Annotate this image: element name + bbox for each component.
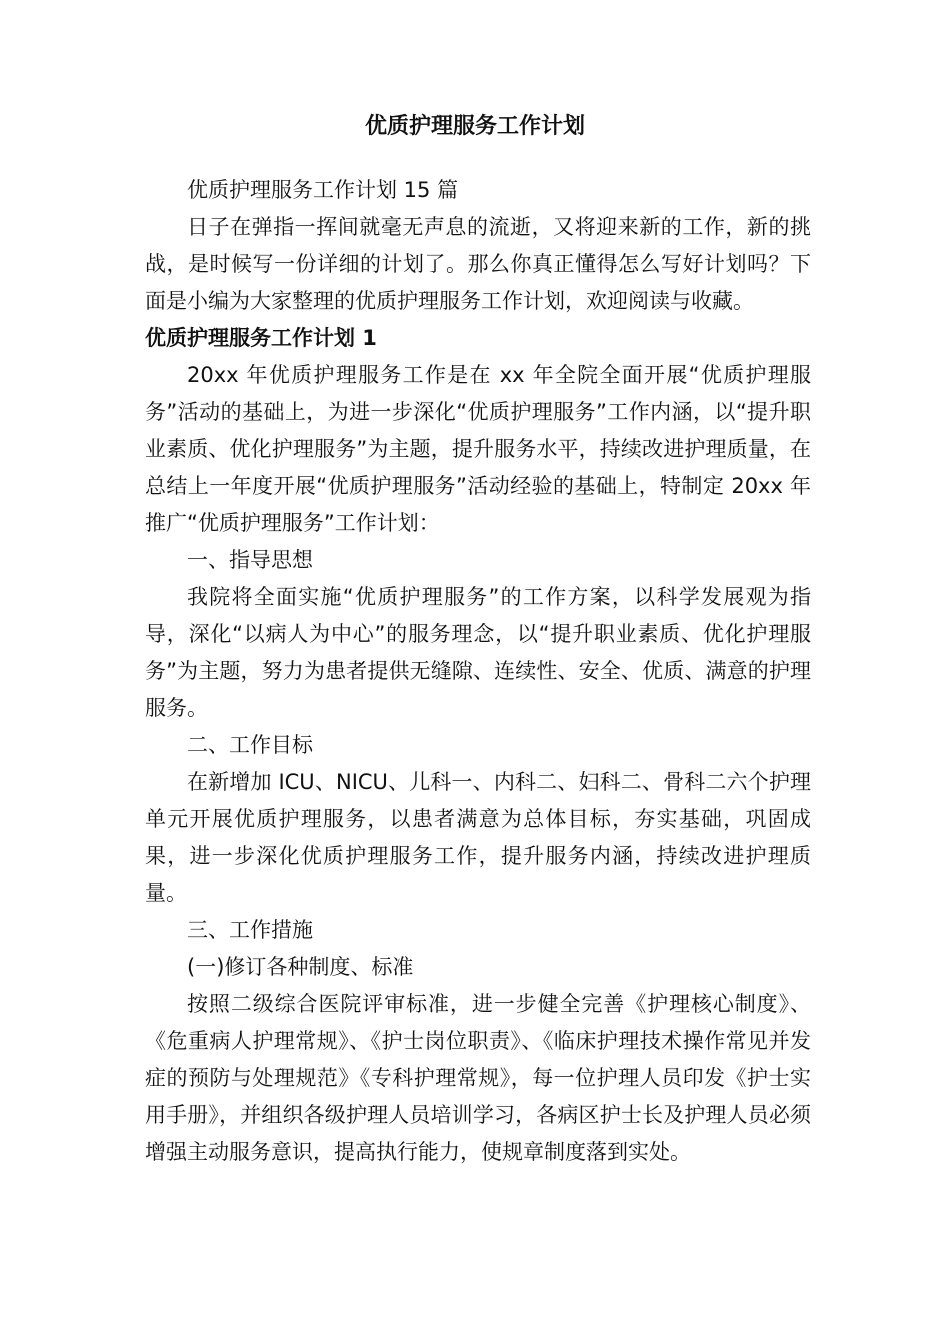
paragraph-work-goals: 在新增加 ICU、NICU、儿科一、内科二、妇科二、骨科二六个护理单元开展优质护理服务，以患者满意为总体目标，夯实基础，巩固成果，进一步深化优质护理服务工作，提升服务内涵，持续改进护理质量。 [145, 770, 811, 905]
subheading-work-goals: 二、工作目标 [187, 733, 313, 757]
subheading-work-measures: 三、工作措施 [187, 918, 313, 942]
paragraph-revise-standards: 按照二级综合医院评审标准，进一步健全完善《护理核心制度》、《危重病人护理常规》、《护士岗位职责》、《临床护理技术操作常见并发症的预防与处理规范》《专科护理常规》，每一位护理人员印发《护士实用手册》，并组织各级护理人员培训学习，各病区护士长及护理人员必须增强主动服务意识，提高执行能力，使规章制度落到实处。 [145, 992, 811, 1164]
paragraph-intro: 日子在弹指一挥间就毫无声息的流逝，又将迎来新的工作，新的挑战，是时候写一份详细的计划了。那么你真正懂得怎么写好计划吗？下面是小编为大家整理的优质护理服务工作计划，欢迎阅读与收藏。 [145, 215, 811, 313]
section-heading: 优质护理服务工作计划 1 [145, 326, 377, 350]
document-title: 优质护理服务工作计划 [364, 114, 585, 139]
paragraph-intro-title: 优质护理服务工作计划 15 篇 [187, 178, 459, 202]
paragraph-overview: 20xx 年优质护理服务工作是在 xx 年全院全面开展“优质护理服务”活动的基础上，为进一步深化“优质护理服务”工作内涵，以“提升职业素质、优化护理服务”为主题，提升服务水平，持续改进护理质量，在总结上一年度开展“优质护理服务”活动经验的基础上，特制定 20xx 年推广“优质护理服务”工作计划： [145, 363, 811, 535]
document-body [145, 172, 811, 1171]
subheading-guiding-thought: 一、指导思想 [187, 548, 313, 572]
paragraph-guiding-thought: 我院将全面实施“优质护理服务”的工作方案，以科学发展观为指导，深化“以病人为中心”的服务理念，以“提升职业素质、优化护理服务”为主题，努力为患者提供无缝隙、连续性、安全、优质、满意的护理服务。 [145, 585, 811, 720]
subheading-revise-standards: (一)修订各种制度、标准 [187, 955, 414, 979]
